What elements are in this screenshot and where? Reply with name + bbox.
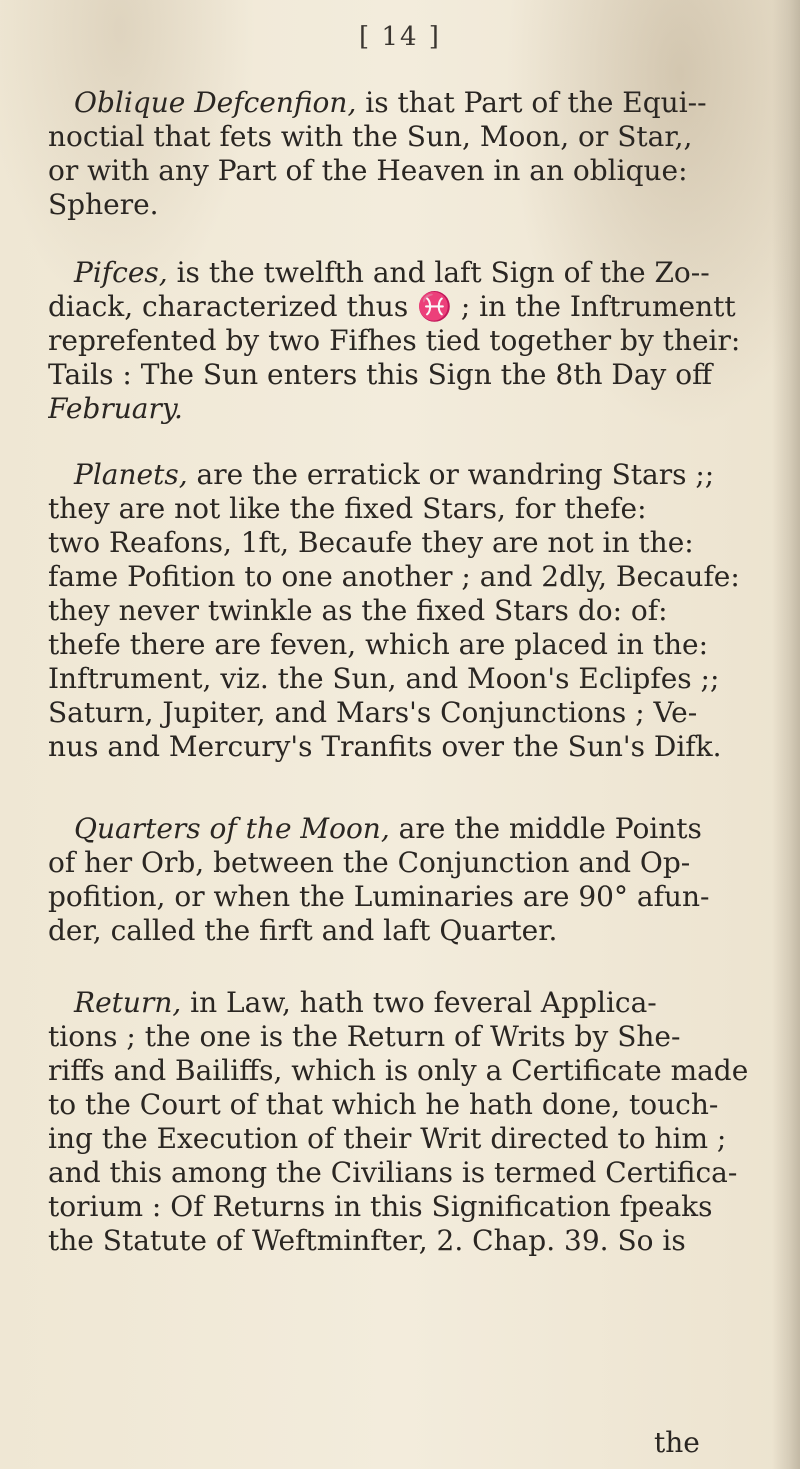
entry-text: Saturn, Jupiter, and Mars's Conjunctions ; Ve- (48, 696, 698, 729)
entry-line (48, 986, 748, 1020)
entry-line (48, 526, 748, 560)
entry-text: is the twelfth and laft Sign of the Zo-- (167, 256, 710, 289)
entry-line (48, 1190, 748, 1224)
entry-text: they are not like the fixed Stars, for thefe: (48, 492, 647, 525)
entry-line (48, 594, 748, 628)
entry-line (48, 730, 748, 764)
entry-line (48, 914, 748, 948)
entry-line (48, 1054, 748, 1088)
entry-line (48, 812, 748, 846)
entry-text: in Law, hath two feveral Applica- (181, 986, 657, 1019)
entry-line (48, 880, 748, 914)
entry-line (48, 628, 748, 662)
entry-headword: Return, (74, 986, 182, 1019)
entry-line (48, 1020, 748, 1054)
entry-text: noctial that fets with the Sun, Moon, or Star,, (48, 120, 693, 153)
entry-line (48, 492, 748, 526)
entry-text: reprefented by two Fifhes tied together by their: (48, 324, 741, 357)
entry-line (48, 696, 748, 730)
entry-headword: Planets, (74, 458, 188, 491)
entry-text: the Statute of Weftminfter, 2. Chap. 39. So is (48, 1224, 686, 1257)
entry-line (48, 154, 748, 188)
entry-text: to the Court of that which he hath done, touch- (48, 1088, 719, 1121)
glossary-entry-oblique-descension (48, 86, 748, 222)
entry-line (48, 1088, 748, 1122)
entry-line (48, 290, 748, 324)
entry-text: is that Part of the Equi-- (356, 86, 707, 119)
entry-line (48, 458, 748, 492)
entry-text: two Reafons, 1ft, Becaufe they are not in the: (48, 526, 694, 559)
entry-text: tions ; the one is the Return of Writs by She- (48, 1020, 681, 1053)
entry-text: pofition, or when the Luminaries are 90° afun- (48, 880, 710, 913)
entry-text: thefe there are feven, which are placed in the: (48, 628, 709, 661)
entry-line (48, 188, 748, 222)
catchword: the (654, 1426, 700, 1459)
glossary-entry-return (48, 986, 748, 1258)
entry-line (48, 358, 748, 392)
entry-text: der, called the firft and laft Quarter. (48, 914, 558, 947)
entry-line (48, 1122, 748, 1156)
entry-headword: Pifces, (74, 256, 168, 289)
entry-line (48, 1224, 748, 1258)
glossary-entry-pisces (48, 256, 748, 426)
entry-line (48, 662, 748, 696)
entry-line (48, 1156, 748, 1190)
entry-line (48, 846, 748, 880)
entry-text: they never twinkle as the fixed Stars do: of: (48, 594, 668, 627)
entry-headword: Oblique Defcenfion, (74, 86, 357, 119)
glossary-entry-planets (48, 458, 748, 764)
entry-line (48, 120, 748, 154)
entry-text: are the middle Points (389, 812, 702, 845)
entry-headword: Quarters of the Moon, (74, 812, 390, 845)
entry-line (48, 256, 748, 290)
entry-text: or with any Part of the Heaven in an oblique: (48, 154, 688, 187)
page-edge-shadow (772, 0, 800, 1469)
entry-line (48, 86, 748, 120)
entry-text: Inftrument, viz. the Sun, and Moon's Eclipfes ;; (48, 662, 720, 695)
glossary-entry-quarters-of-the-moon (48, 812, 748, 948)
entry-line (48, 324, 748, 358)
entry-text: Sphere. (48, 188, 159, 221)
entry-text: fame Pofition to one another ; and 2dly, Becaufe: (48, 560, 740, 593)
entry-text: ing the Execution of their Writ directed to him ; (48, 1122, 727, 1155)
entry-line (48, 560, 748, 594)
entry-text: torium : Of Returns in this Signification fpeaks (48, 1190, 713, 1223)
entry-text: of her Orb, between the Conjunction and Op- (48, 846, 691, 879)
entry-text: nus and Mercury's Tranfits over the Sun's Difk. (48, 730, 722, 763)
entry-text: and this among the Civilians is termed Certifica- (48, 1156, 738, 1189)
page-number: [ 14 ] (359, 22, 441, 52)
entry-line (48, 392, 748, 426)
entry-text-italic: February. (48, 392, 183, 425)
entry-text: diack, characterized thus ♓ ; in the Inftrumentt (48, 290, 736, 323)
entry-text: are the erratick or wandring Stars ;; (187, 458, 715, 491)
entry-text: riffs and Bailiffs, which is only a Certificate made (48, 1054, 748, 1087)
entry-text: Tails : The Sun enters this Sign the 8th Day off (48, 358, 712, 391)
